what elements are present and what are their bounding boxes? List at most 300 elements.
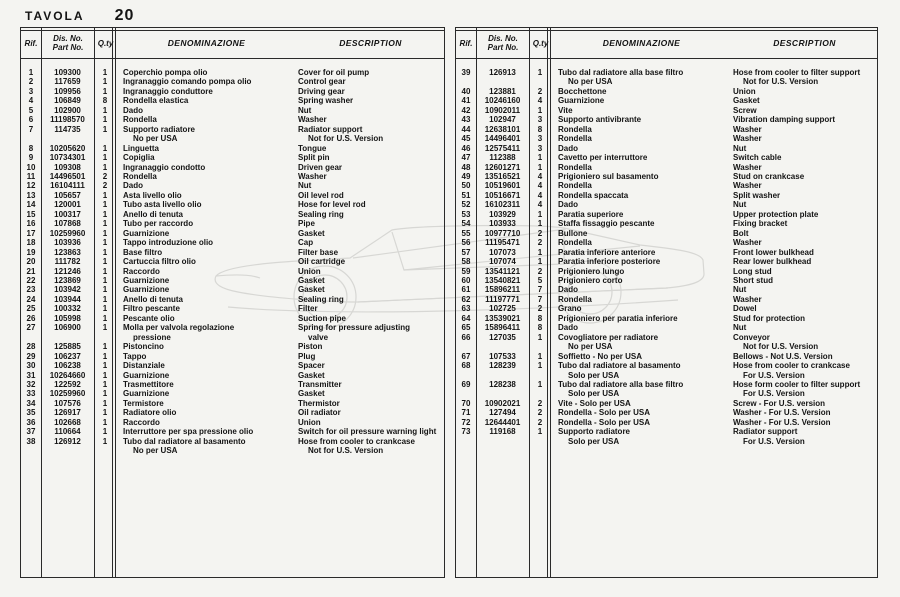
table-row (456, 333, 877, 352)
cell-denominazione-line: Dado (558, 323, 578, 333)
cell-description-line: Driving gear (298, 86, 345, 96)
cell-denominazione (551, 163, 732, 172)
cell-denominazione-line: Tubo per raccordo (123, 219, 194, 229)
cell-description-line: Not for U.S. Version (743, 77, 819, 87)
cell-description-line: Nut (733, 323, 747, 333)
cell-denominazione-line: Solo per USA (568, 370, 620, 380)
cell-rif (21, 87, 41, 96)
cell-description-line: Upper protection plate (733, 209, 819, 219)
cell-qty-line: 1 (537, 379, 543, 389)
cell-qty-line: 1 (102, 77, 108, 87)
cell-description (297, 437, 444, 456)
cell-denominazione (551, 399, 732, 408)
cell-qty (529, 248, 551, 257)
cell-rif-line: 68 (461, 361, 471, 371)
table-row (456, 408, 877, 417)
cell-description-line: Nut (733, 285, 747, 295)
cell-part-number-line: 102668 (54, 417, 81, 427)
cell-description-line: Filter (298, 304, 318, 314)
table-row (21, 418, 444, 427)
cell-qty (529, 172, 551, 181)
cell-rif-line: 21 (26, 266, 36, 276)
cell-part-number (41, 77, 94, 86)
cell-description (297, 153, 444, 162)
cell-qty (529, 96, 551, 105)
cell-description (297, 285, 444, 294)
cell-description (732, 276, 877, 285)
cell-rif-line: 16 (26, 219, 36, 229)
cell-part-number-line: 106238 (54, 361, 81, 371)
cell-rif (21, 427, 41, 436)
table-row (456, 181, 877, 190)
cell-part-number (41, 437, 94, 446)
cell-denominazione-line: Distanziale (123, 361, 165, 371)
cell-rif (21, 238, 41, 247)
cell-qty (529, 295, 551, 304)
cell-denominazione (116, 96, 297, 105)
cell-qty (94, 380, 116, 389)
header-part-no: Dis. No. Part No. (487, 34, 519, 52)
table-row (456, 87, 877, 96)
cell-rif (21, 68, 41, 77)
cell-rif (456, 427, 476, 436)
table-row (21, 342, 444, 351)
cell-rif (21, 229, 41, 238)
cell-denominazione (116, 248, 297, 257)
cell-rif-line: 45 (461, 134, 471, 144)
cell-qty-line: 1 (537, 427, 543, 437)
cell-part-number-line: 10205620 (49, 143, 86, 153)
cell-rif (21, 323, 41, 332)
cell-part-number-line: 10264660 (49, 370, 86, 380)
cell-denominazione-line: Copiglia (123, 153, 155, 163)
cell-qty (94, 144, 116, 153)
cell-rif (21, 96, 41, 105)
cell-denominazione (551, 87, 732, 96)
header-rif: Rif. (24, 38, 38, 48)
cell-denominazione-line: Dado (123, 105, 143, 115)
cell-rif-line: 46 (461, 143, 471, 153)
cell-description (297, 399, 444, 408)
cell-denominazione-line: Rondella - Solo per USA (558, 417, 651, 427)
cell-rif (21, 418, 41, 427)
cell-description-line: Tongue (298, 143, 327, 153)
cell-denominazione (116, 314, 297, 323)
cell-part-number (41, 389, 94, 398)
cell-description (732, 181, 877, 190)
cell-description-line: Not for U.S. Version (308, 134, 384, 144)
cell-rif (456, 134, 476, 143)
cell-qty-line: 3 (537, 143, 543, 153)
cell-description (297, 77, 444, 86)
cell-qty (94, 314, 116, 323)
cell-qty (94, 153, 116, 162)
cell-qty-line: 5 (537, 275, 543, 285)
cell-qty-line: 1 (102, 162, 108, 172)
cell-part-number (41, 380, 94, 389)
cell-part-number (476, 200, 529, 209)
cell-description-line: Hose form cooler to filter support (733, 379, 861, 389)
cell-part-number (41, 153, 94, 162)
cell-description-line: Gasket (298, 228, 325, 238)
cell-qty-line: 2 (537, 266, 543, 276)
table-row (21, 210, 444, 219)
table-body-left (21, 59, 444, 577)
cell-part-number (476, 248, 529, 257)
cell-qty (529, 399, 551, 408)
cell-denominazione (116, 153, 297, 162)
cell-rif (21, 248, 41, 257)
cell-part-number (41, 106, 94, 115)
cell-part-number-line: 12601271 (484, 162, 521, 172)
cell-part-number-line: 100332 (54, 304, 81, 314)
cell-denominazione (551, 229, 732, 238)
cell-qty (529, 134, 551, 143)
cell-rif-line: 65 (461, 323, 471, 333)
cell-denominazione (116, 77, 297, 86)
cell-rif-line: 67 (461, 351, 471, 361)
cell-description-line: Screw (733, 105, 757, 115)
cell-description (297, 352, 444, 361)
table-row (21, 115, 444, 124)
table-row (456, 229, 877, 238)
table-row (21, 427, 444, 436)
cell-description (732, 295, 877, 304)
cell-part-number-line: 103929 (489, 209, 516, 219)
cell-denominazione (116, 106, 297, 115)
cell-description-line: Driven gear (298, 162, 343, 172)
cell-rif (456, 172, 476, 181)
table-row (456, 115, 877, 124)
cell-qty (529, 229, 551, 238)
table-row (456, 153, 877, 162)
page-title-number: 20 (114, 7, 135, 24)
cell-rif (21, 314, 41, 323)
cell-description (297, 418, 444, 427)
cell-rif-line: 10 (26, 162, 36, 172)
cell-denominazione-line: Rondella (558, 294, 592, 304)
cell-description-line: Cover for oil pump (298, 68, 370, 77)
table-row (456, 399, 877, 408)
cell-denominazione (116, 408, 297, 417)
cell-description-line: Gasket (298, 285, 325, 295)
table-row (21, 200, 444, 209)
cell-qty-line: 1 (102, 427, 108, 437)
table-row (456, 238, 877, 247)
cell-denominazione-line: Staffa fissaggio pescante (558, 219, 655, 229)
cell-part-number (476, 229, 529, 238)
cell-part-number-line: 12644401 (484, 417, 521, 427)
cell-denominazione-line: Pistoncino (123, 342, 164, 352)
cell-denominazione-line: Base filtro (123, 247, 163, 257)
cell-part-number-line: 128239 (489, 361, 516, 371)
cell-qty-line: 1 (102, 361, 108, 371)
cell-denominazione (551, 96, 732, 105)
cell-description (732, 96, 877, 105)
cell-qty (529, 125, 551, 134)
cell-qty-line: 1 (102, 370, 108, 380)
cell-denominazione-line: Raccordo (123, 417, 160, 427)
cell-part-number-line: 103936 (54, 238, 81, 248)
cell-rif (456, 248, 476, 257)
cell-part-number-line: 15896211 (484, 285, 521, 295)
cell-qty (529, 304, 551, 313)
cell-qty-line: 1 (537, 162, 543, 172)
cell-denominazione (551, 210, 732, 219)
cell-part-number (41, 427, 94, 436)
cell-qty-line: 4 (537, 181, 543, 191)
cell-qty-line: 8 (102, 96, 108, 106)
cell-description (732, 427, 877, 446)
cell-description-line: Gasket (298, 275, 325, 285)
cell-rif-line: 60 (461, 275, 471, 285)
cell-rif (21, 399, 41, 408)
cell-rif (21, 106, 41, 115)
table-row (456, 304, 877, 313)
cell-part-number (476, 172, 529, 181)
table-row (21, 87, 444, 96)
cell-part-number-line: 121246 (54, 266, 81, 276)
cell-description (297, 125, 444, 144)
cell-rif-line: 11 (26, 171, 36, 181)
cell-denominazione (116, 276, 297, 285)
cell-rif (456, 267, 476, 276)
table-row (456, 323, 877, 332)
cell-part-number (476, 333, 529, 342)
cell-rif-line: 25 (26, 304, 36, 314)
cell-description-line: Gasket (298, 389, 325, 399)
cell-qty-line: 1 (102, 379, 108, 389)
cell-rif (21, 437, 41, 446)
cell-description-line: Hose from cooler to crankcase (733, 361, 850, 371)
cell-description-line: Washer (733, 124, 762, 134)
cell-qty (529, 285, 551, 294)
page-title-word: TAVOLA (25, 9, 85, 23)
cell-qty-line: 1 (102, 275, 108, 285)
cell-rif (21, 342, 41, 351)
cell-part-number-line: 107533 (489, 351, 516, 361)
cell-qty (529, 181, 551, 190)
cell-part-number-line: 109956 (54, 86, 81, 96)
cell-part-number-line: 16104111 (50, 181, 85, 191)
cell-rif-line: 58 (461, 257, 471, 267)
cell-part-number (41, 399, 94, 408)
cell-qty-line: 8 (537, 323, 543, 333)
cell-qty-line: 1 (102, 209, 108, 219)
cell-rif-line: 22 (26, 275, 36, 285)
cell-denominazione (116, 267, 297, 276)
cell-rif (456, 115, 476, 124)
cell-description-line: Hose for level rod (298, 200, 366, 210)
cell-description (297, 200, 444, 209)
header-denominazione: DENOMINAZIONE (602, 38, 681, 48)
cell-part-number-line: 102947 (489, 115, 516, 125)
cell-rif-line: 8 (28, 143, 34, 153)
cell-description-line: Washer - For U.S. Version (733, 408, 831, 418)
cell-qty (94, 229, 116, 238)
cell-part-number-line: 112388 (489, 153, 516, 163)
cell-qty-line: 2 (102, 171, 108, 181)
cell-denominazione (116, 352, 297, 361)
cell-denominazione-line: Soffietto - No per USA (558, 351, 642, 361)
cell-description-line: Gasket (298, 370, 325, 380)
cell-part-number (41, 248, 94, 257)
cell-part-number-line: 109308 (54, 162, 81, 172)
cell-part-number (476, 115, 529, 124)
table-row (21, 437, 444, 456)
cell-qty (94, 418, 116, 427)
cell-description-line: Plug (298, 351, 316, 361)
cell-description-line: Spring washer (298, 96, 354, 106)
cell-qty-line: 1 (102, 304, 108, 314)
cell-description-line: Long stud (733, 266, 772, 276)
cell-denominazione (551, 427, 732, 446)
cell-qty-line: 1 (537, 257, 543, 267)
cell-qty-line: 1 (537, 351, 543, 361)
cell-denominazione-line: Trasmettitore (123, 379, 174, 389)
cell-denominazione (551, 238, 732, 247)
table-row (21, 389, 444, 398)
cell-rif (21, 361, 41, 370)
cell-part-number-line: 110664 (54, 427, 81, 437)
cell-description-line: Stud for protection (733, 313, 805, 323)
cell-rif (21, 276, 41, 285)
cell-rif (21, 181, 41, 190)
cell-description (732, 125, 877, 134)
cell-description (297, 276, 444, 285)
cell-denominazione (551, 323, 732, 332)
cell-rif (456, 333, 476, 342)
cell-description-line: Stud on crankcase (733, 171, 805, 181)
cell-part-number-line: 107868 (54, 219, 81, 229)
cell-qty-line: 2 (537, 398, 543, 408)
cell-description (297, 380, 444, 389)
cell-denominazione-line: Solo per USA (568, 389, 620, 399)
cell-description (297, 144, 444, 153)
cell-denominazione-line: Raccordo (123, 266, 160, 276)
cell-denominazione (551, 314, 732, 323)
cell-rif-line: 27 (26, 323, 36, 333)
cell-denominazione-line: Rondella (558, 181, 592, 191)
cell-qty-line: 1 (537, 105, 543, 115)
cell-part-number-line: 106849 (54, 96, 81, 106)
cell-qty (529, 314, 551, 323)
cell-qty (94, 115, 116, 124)
cell-qty-line: 2 (537, 304, 543, 314)
cell-denominazione-line: Prigioniero per paratia inferiore (558, 313, 678, 323)
cell-description-line: Screw - For U.S. version (733, 398, 826, 408)
cell-rif (456, 399, 476, 408)
cell-denominazione (116, 389, 297, 398)
cell-part-number-line: 105657 (54, 190, 81, 200)
cell-rif-line: 24 (26, 294, 36, 304)
cell-part-number-line: 120001 (54, 200, 81, 210)
cell-part-number (476, 106, 529, 115)
cell-denominazione-line: Paratia inferiore anteriore (558, 247, 656, 257)
cell-qty-line: 4 (537, 96, 543, 106)
cell-description-line: Fixing bracket (733, 219, 788, 229)
cell-description (297, 361, 444, 370)
table-row (21, 125, 444, 144)
cell-part-number-line: 128238 (489, 379, 516, 389)
cell-rif-line: 37 (26, 427, 36, 437)
cell-qty-line: 1 (102, 115, 108, 125)
cell-rif (456, 352, 476, 361)
cell-description (297, 68, 444, 77)
cell-part-number (476, 163, 529, 172)
table-row (21, 172, 444, 181)
cell-denominazione (116, 295, 297, 304)
cell-denominazione (116, 172, 297, 181)
cell-denominazione-line: Supporto radiatore (558, 427, 631, 437)
cell-part-number-line: 11198570 (50, 115, 85, 125)
cell-part-number-line: 119168 (489, 427, 516, 437)
cell-description (732, 172, 877, 181)
cell-part-number-line: 123869 (54, 275, 81, 285)
cell-part-number (476, 125, 529, 134)
cell-denominazione-line: Paratia inferiore posteriore (558, 257, 661, 267)
cell-part-number (41, 144, 94, 153)
cell-rif-line: 23 (26, 285, 36, 295)
cell-description-line: Piston (298, 342, 323, 352)
cell-qty-line: 1 (537, 247, 543, 257)
cell-rif (456, 87, 476, 96)
cell-denominazione (116, 68, 297, 77)
cell-denominazione (116, 257, 297, 266)
cell-qty-line: 1 (102, 266, 108, 276)
cell-denominazione-line: Asta livello olio (123, 190, 182, 200)
cell-qty-line: 1 (102, 228, 108, 238)
cell-qty-line: 1 (537, 209, 543, 219)
cell-denominazione-line: Tappo introduzione olio (123, 238, 214, 248)
cell-description (732, 257, 877, 266)
table-row (21, 257, 444, 266)
cell-part-number-line: 15896411 (484, 323, 521, 333)
cell-denominazione-line: Linguetta (123, 143, 159, 153)
cell-denominazione-line: Prigioniero corto (558, 275, 623, 285)
cell-rif (21, 172, 41, 181)
cell-qty-line: 2 (537, 228, 543, 238)
cell-qty (94, 437, 116, 446)
cell-part-number-line: 103944 (54, 294, 81, 304)
cell-part-number (476, 314, 529, 323)
cell-denominazione-line: Tubo dal radiatore alla base filtro (558, 68, 684, 77)
cell-rif-line: 71 (461, 408, 471, 418)
cell-description-line: For U.S. Version (743, 370, 805, 380)
cell-description (297, 427, 444, 436)
cell-rif (456, 200, 476, 209)
cell-description-line: Hose from cooler to filter support (733, 68, 861, 77)
cell-part-number-line: 117659 (54, 77, 81, 87)
cell-description-line: Bolt (733, 228, 749, 238)
cell-denominazione-line: Dado (558, 285, 578, 295)
cell-description-line: Cap (298, 238, 314, 248)
cell-qty-line: 1 (102, 398, 108, 408)
cell-denominazione (551, 304, 732, 313)
cell-rif-line: 53 (461, 209, 471, 219)
cell-description-line: Washer (733, 134, 762, 144)
cell-rif (21, 125, 41, 134)
cell-qty-line: 7 (537, 285, 543, 295)
cell-denominazione-line: Coperchio pompa olio (123, 68, 208, 77)
cell-qty (94, 172, 116, 181)
cell-qty (529, 68, 551, 77)
cell-rif-line: 50 (461, 181, 471, 191)
cell-qty (529, 87, 551, 96)
cell-part-number (476, 399, 529, 408)
table-row (456, 314, 877, 323)
cell-qty (94, 389, 116, 398)
